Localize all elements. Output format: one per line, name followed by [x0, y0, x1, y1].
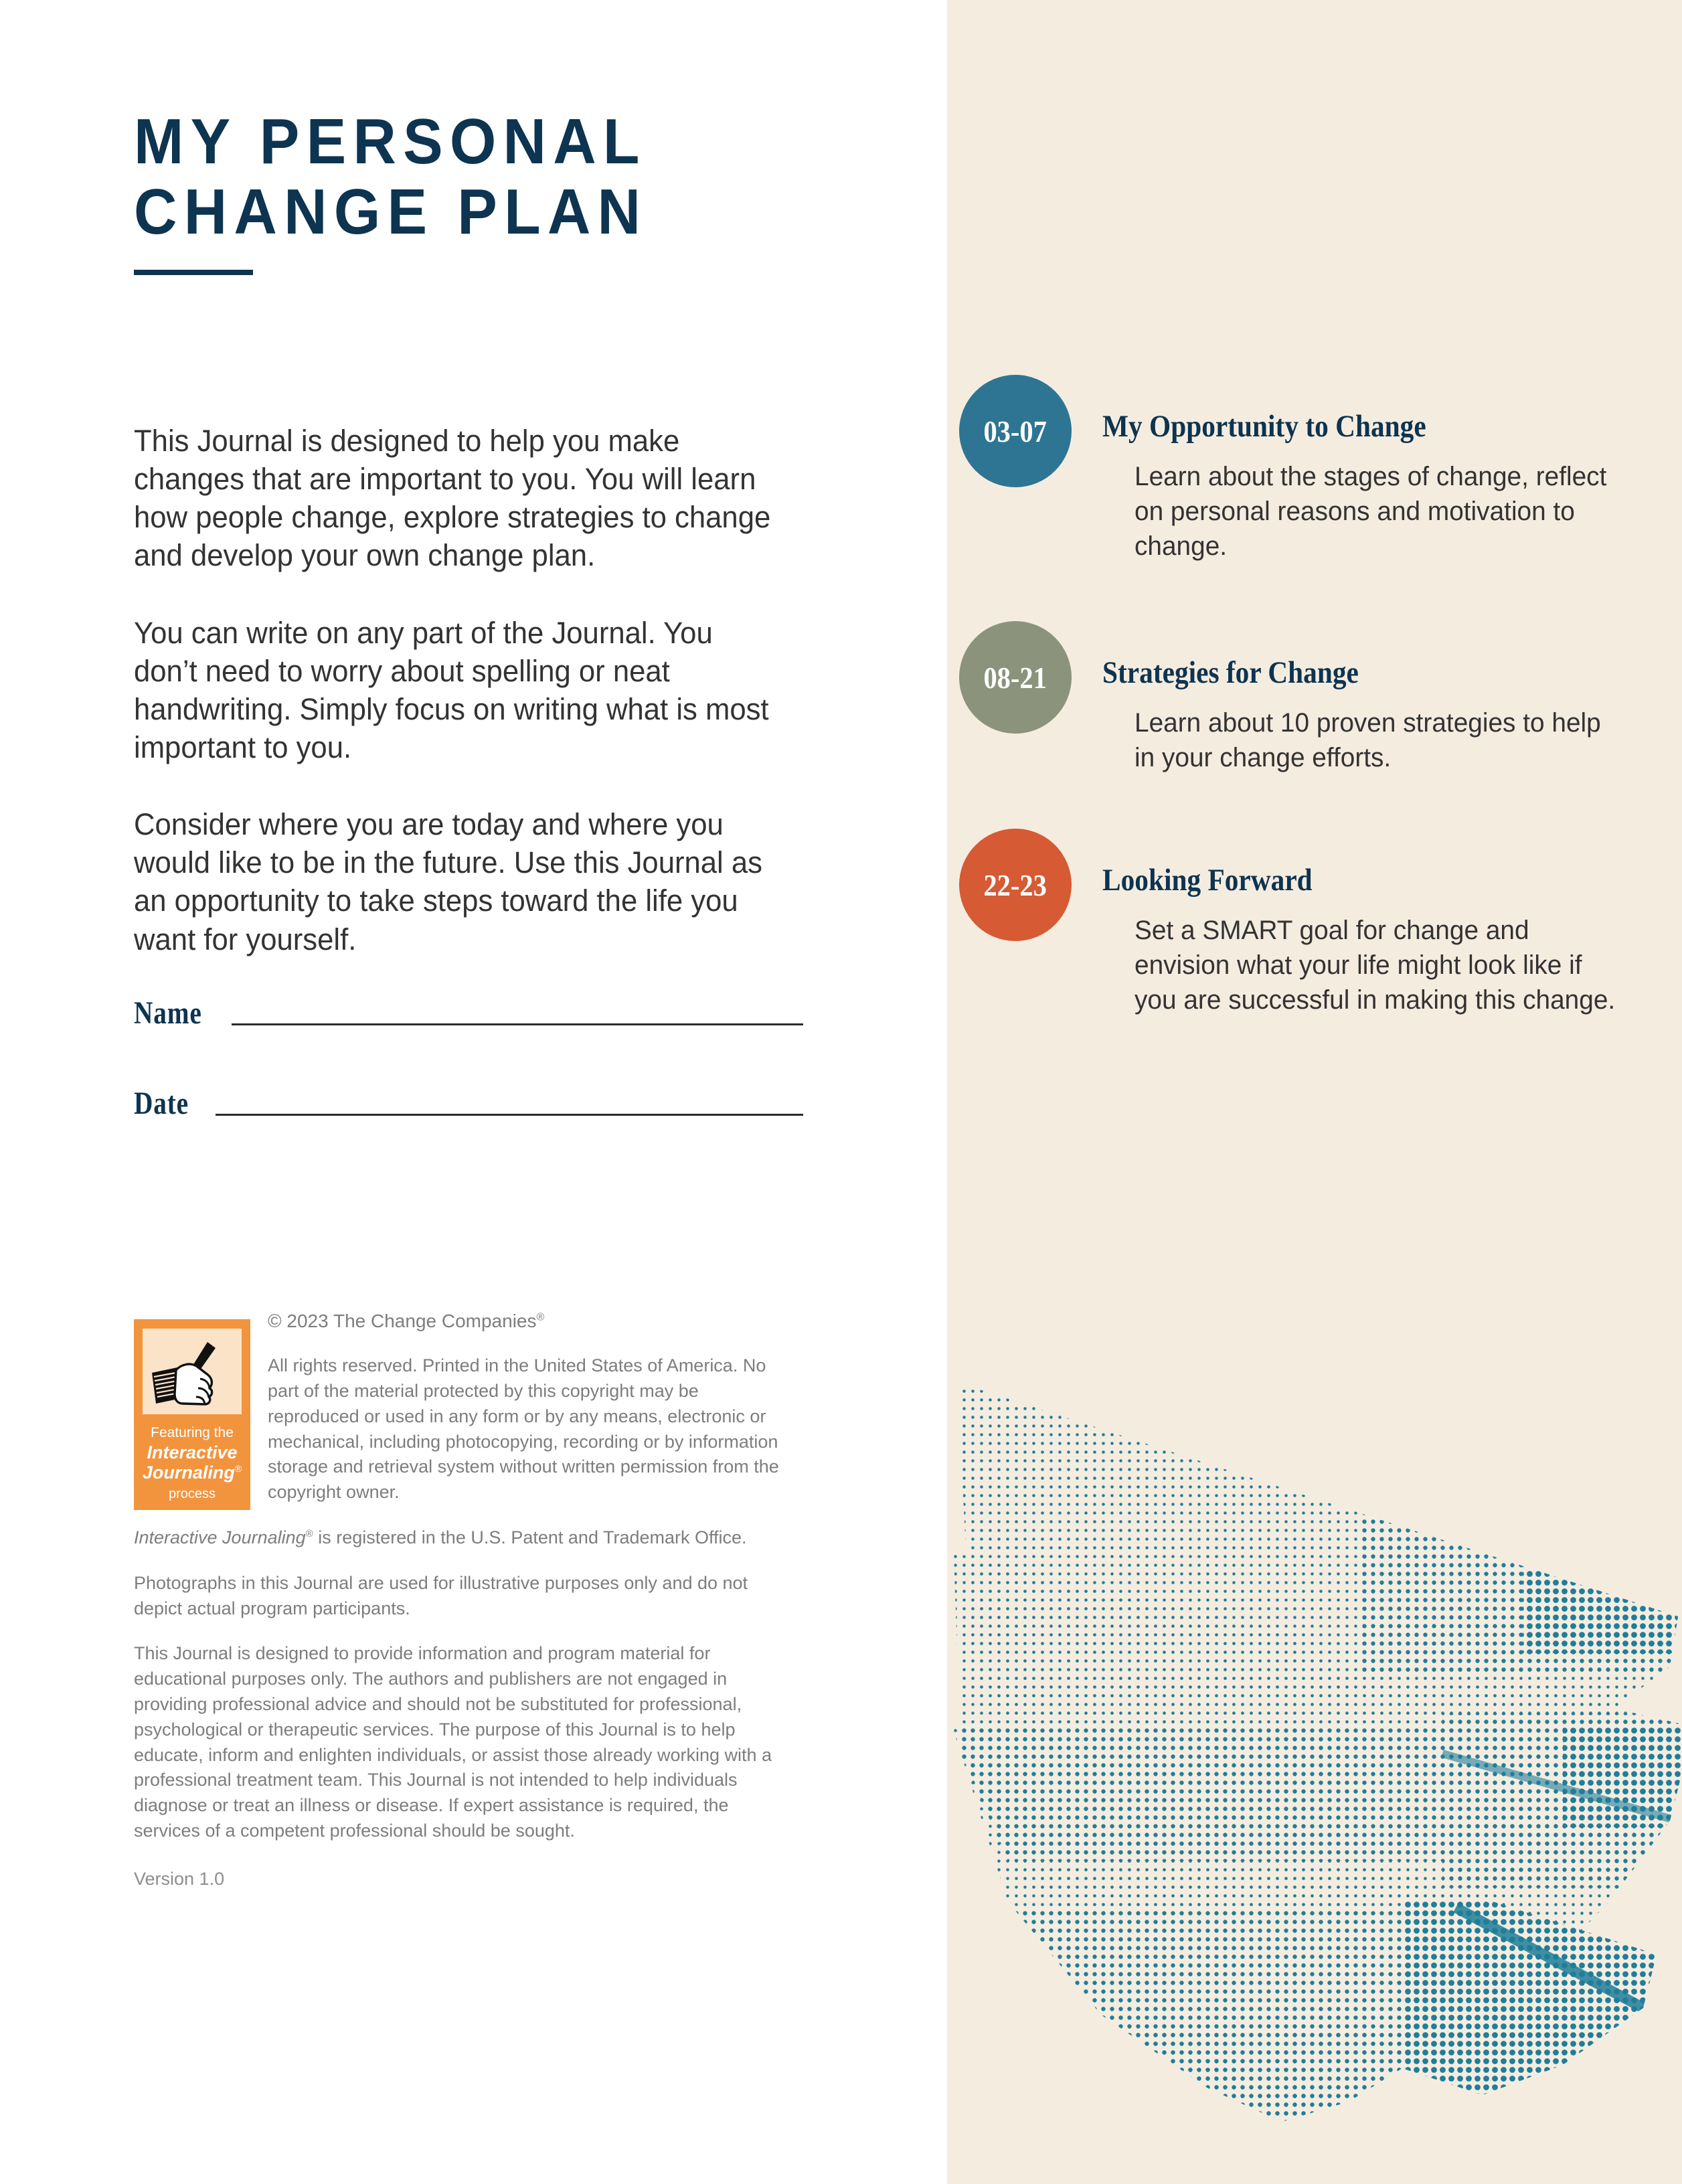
trademark-brand-text: Interactive Journaling	[134, 1527, 306, 1548]
toc-entry-looking-forward[interactable]	[947, 829, 1682, 1018]
intro-paragraph-2: You can write on any part of the Journal. You don’t need to worry about spelling or neat handwriting. Simply focus on writing what is most important to you.	[134, 615, 769, 764]
toc-page-range: 03-07	[983, 414, 1047, 448]
toc-page-badge	[959, 375, 1072, 487]
badge-caption-brand	[142, 1442, 242, 1483]
page-title-line-2: CHANGE PLAN	[134, 175, 648, 248]
toc-entry-description: Learn about 10 proven strategies to help in your change efforts.	[1134, 707, 1601, 773]
page-title	[134, 107, 924, 275]
name-field-row[interactable]	[134, 997, 803, 1029]
badge-caption-top: Featuring the	[151, 1425, 234, 1440]
toc-entry-text	[1102, 621, 1651, 775]
copyright-registered-mark: ®	[536, 1311, 545, 1323]
toc-entry-heading: Looking Forward	[1102, 863, 1313, 898]
toc-entry-strategies[interactable]	[947, 621, 1682, 775]
trademark-brand	[134, 1527, 313, 1547]
toc-entry-heading: My Opportunity to Change	[1102, 409, 1426, 444]
trademark-registered-mark: ®	[305, 1528, 313, 1540]
photographs-paragraph: Photographs in this Journal are used for illustrative purposes only and do not depict actual program participants.	[134, 1572, 748, 1618]
toc-page-badge	[959, 621, 1072, 734]
legal-block	[134, 1309, 783, 1892]
badge-caption-bottom: process	[168, 1486, 216, 1501]
trademark-paragraph	[134, 1525, 783, 1551]
interactive-journaling-badge	[134, 1319, 250, 1510]
rights-paragraph: All rights reserved. Printed in the United States of America. No part of the material protected by this copyright may be reproduced or used in any form or by any means, electronic or mechanical, including photocopying, recording or by information storage and retrieval system without written permission from the copyright owner.	[268, 1355, 779, 1503]
date-field-label: Date	[134, 1086, 189, 1121]
toc-entry-description: Learn about the stages of change, reflect on personal reasons and motivation to change.	[1134, 461, 1607, 562]
page-title-line-1: MY PERSONAL	[134, 106, 647, 177]
trademark-rest: is registered in the U.S. Patent and Trademark Office.	[313, 1527, 747, 1548]
intro-paragraph-1: This Journal is designed to help you make changes that are important to you. You will learn how people change, explore strategies to change and develop your own change plan.	[134, 424, 771, 573]
date-field-row[interactable]	[134, 1088, 803, 1120]
name-input-line[interactable]	[232, 1023, 803, 1025]
intro-paragraph-3: Consider where you are today and where you would like to be in the future. Use this Journal as an opportunity to take steps toward the life you want for yourself.	[134, 807, 762, 956]
table-of-contents	[947, 0, 1682, 1138]
hand-writing-icon	[143, 1329, 242, 1414]
toc-page-range: 22-23	[983, 867, 1047, 902]
copyright-text: © 2023 The Change Companies	[268, 1311, 537, 1331]
date-input-line[interactable]	[216, 1114, 803, 1116]
stacked-journals-halftone-illustration	[934, 1352, 1682, 2128]
version-label: Version 1.0	[134, 1868, 225, 1889]
badge-brand-text: Interactive Journaling	[142, 1442, 238, 1483]
intro-text-block	[134, 422, 803, 958]
toc-entry-text	[1102, 829, 1651, 1018]
disclaimer-paragraph: This Journal is designed to provide information and program material for educational purposes only. The authors and publishers are not engaged in providing professional advice and should not be substituted for professional, psychological or therapeutic services. The purpose of this Journal is to help educate, inform and enlighten individuals, or assist those already working with a professional treatment team. This Journal is not intended to help individuals diagnose or treat an illness or disease. If expert assistance is required, the services of a competent professional should be sought.	[134, 1643, 772, 1841]
toc-entry-opportunity[interactable]	[947, 375, 1682, 564]
toc-page-range: 08-21	[983, 660, 1047, 695]
badge-registered-mark: ®	[234, 1463, 242, 1475]
title-underline-rule	[134, 270, 253, 275]
toc-entry-text	[1102, 375, 1651, 564]
toc-entry-heading: Strategies for Change	[1102, 655, 1359, 690]
name-field-label: Name	[134, 995, 202, 1031]
toc-page-badge	[959, 829, 1072, 941]
toc-entry-description: Set a SMART goal for change and envision what your life might look like if you are successful in making this change.	[1134, 915, 1616, 1015]
